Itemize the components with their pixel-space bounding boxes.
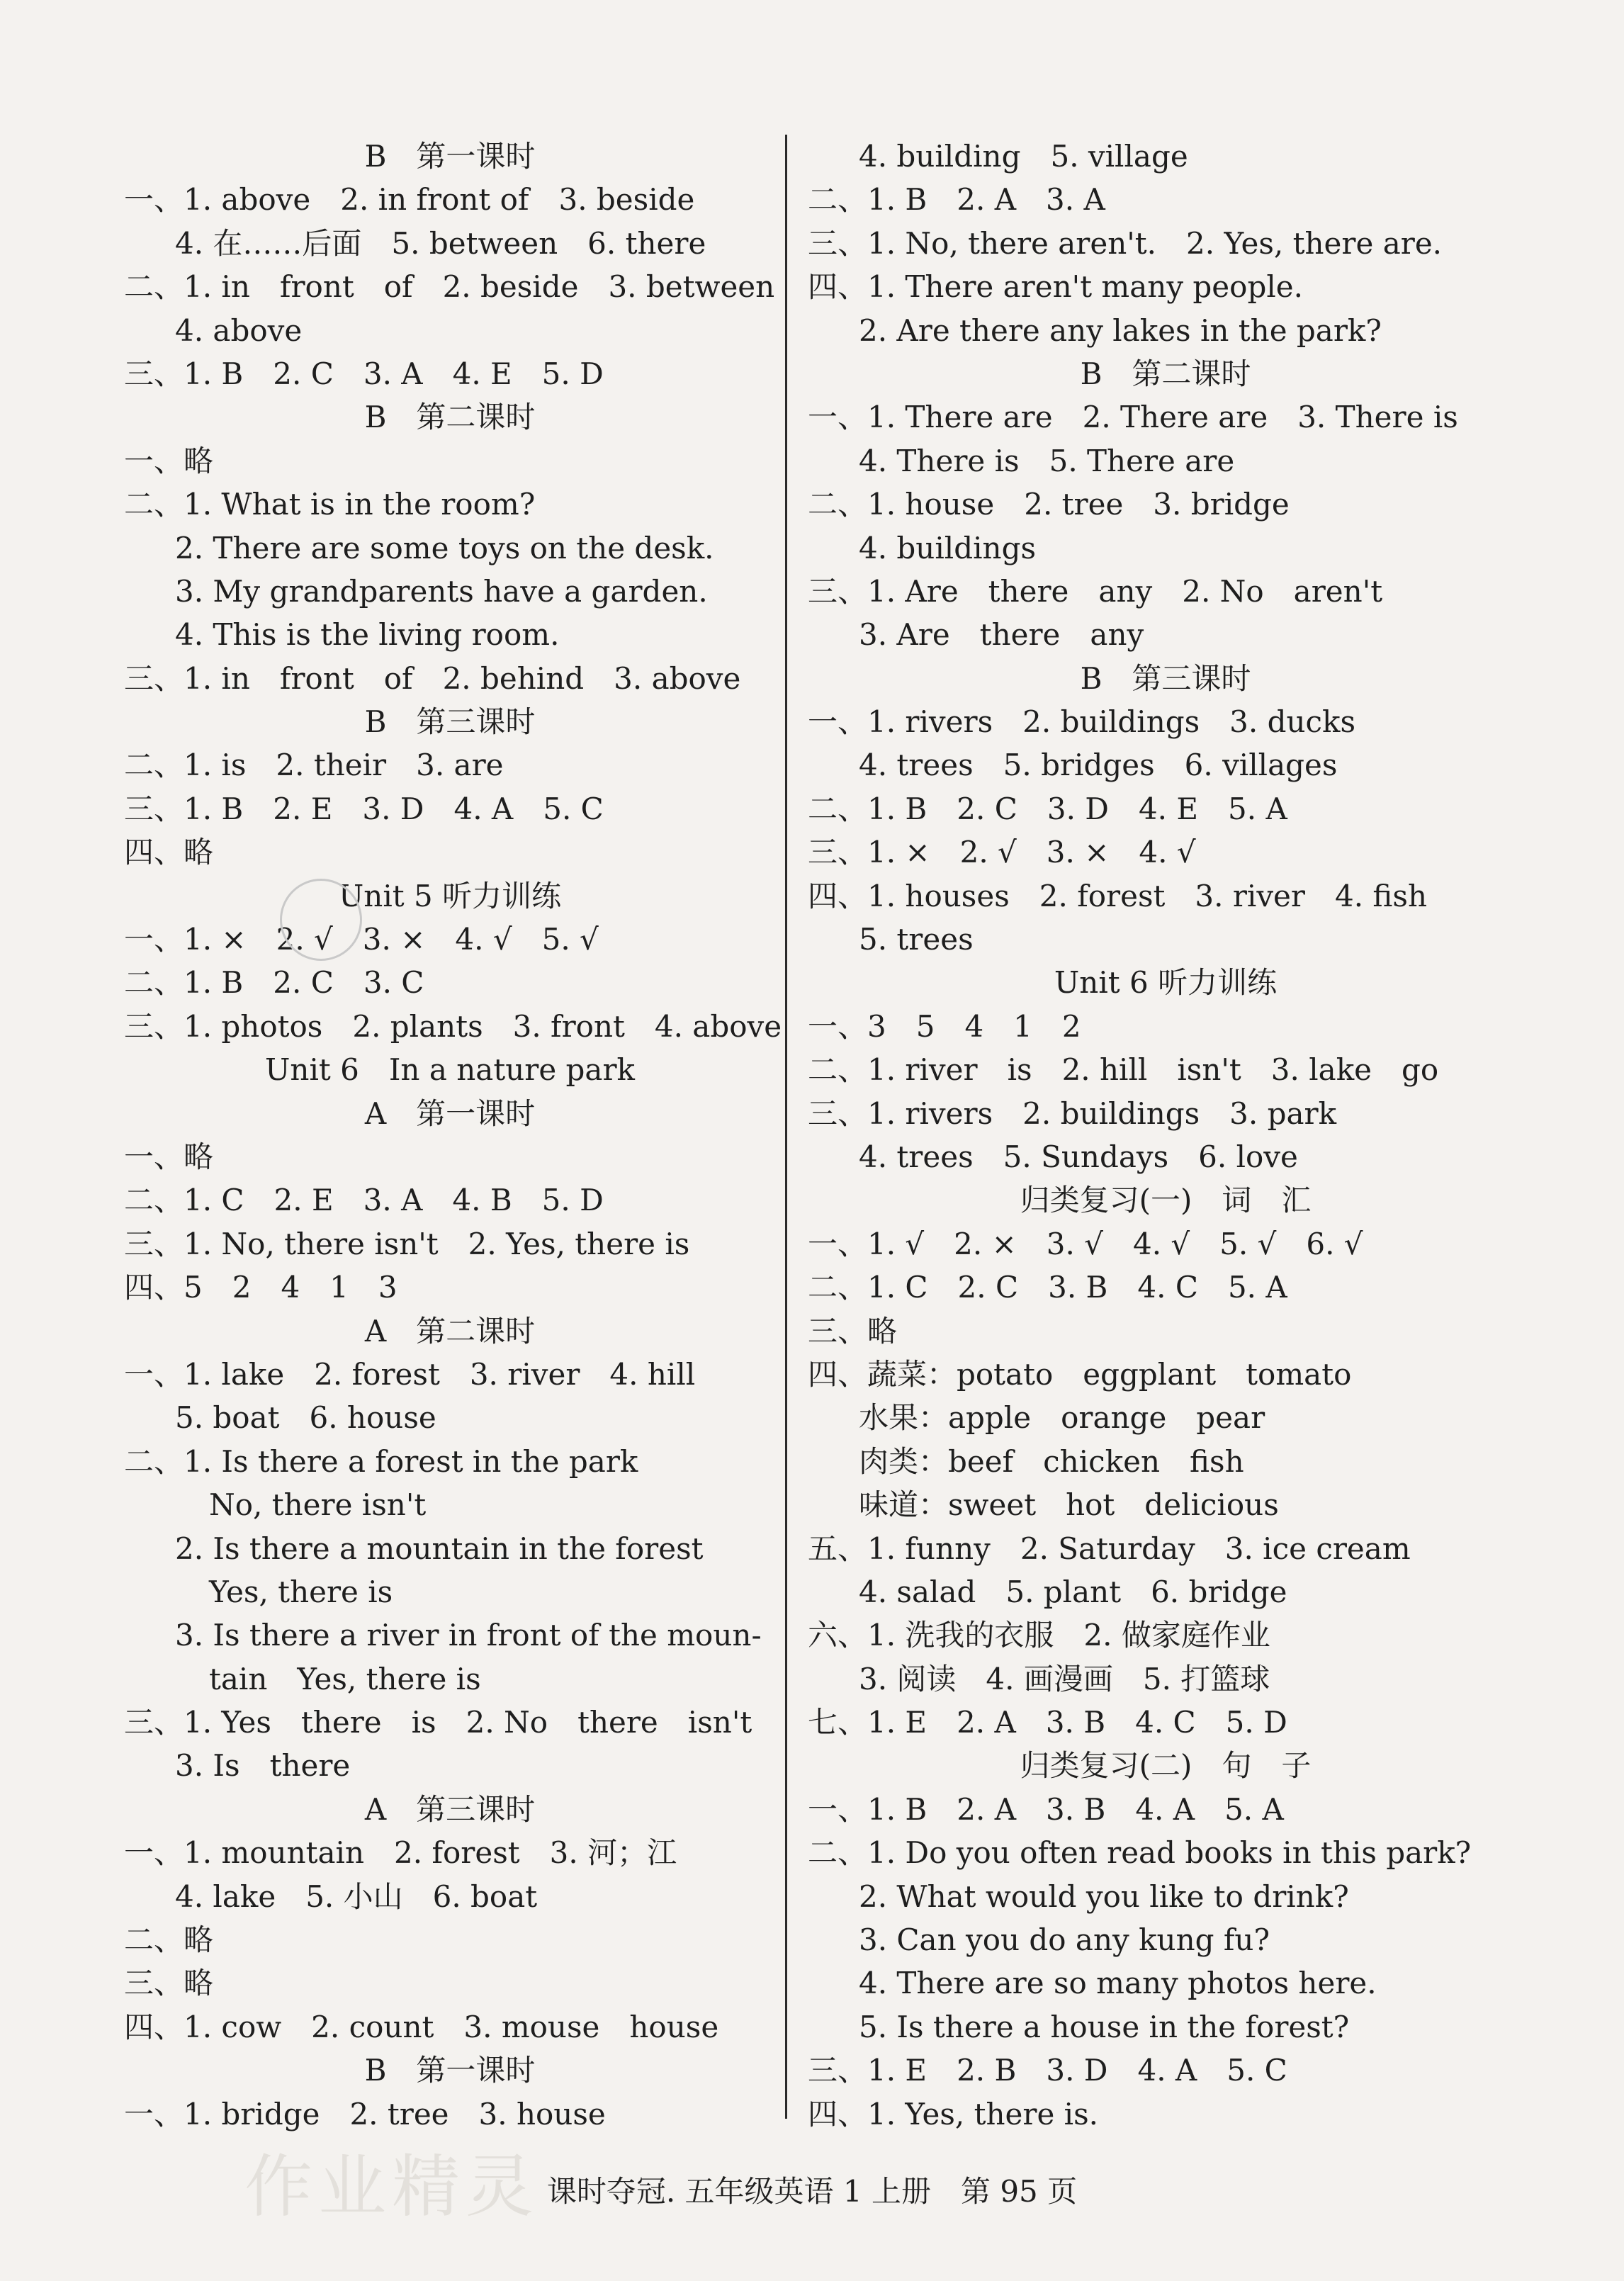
answer-line: 3. Can you do any kung fu? [859, 1922, 1270, 1958]
answer-line: 三、1. No, there isn't 2. Yes, there is [124, 1226, 690, 1261]
answer-line: 三、略 [808, 1313, 898, 1348]
answer-line: 二、1. river is 2. hill isn't 3. lake go [808, 1052, 1439, 1088]
answer-line: 一、略 [124, 1139, 214, 1174]
answer-line: 三、1. B 2. C 3. A 4. E 5. D [124, 356, 604, 391]
section-heading: 归类复习(二) 句 子 [1020, 1748, 1312, 1784]
answer-line: 一、1. above 2. in front of 3. beside [124, 182, 695, 218]
answer-line: 二、1. Is there a forest in the park [124, 1443, 638, 1479]
answer-line: 二、1. What is in the room? [124, 487, 536, 522]
section-heading: A 第二课时 [364, 1313, 536, 1348]
answer-line: 四、蔬菜：potato eggplant tomato [808, 1356, 1352, 1392]
section-heading: B 第三课时 [364, 704, 536, 740]
section-heading: Unit 5 听力训练 [338, 878, 562, 913]
section-heading: B 第二课时 [1080, 356, 1251, 391]
answer-line: 四、5 2 4 1 3 [124, 1270, 397, 1305]
section-heading: Unit 6 听力训练 [1054, 965, 1278, 1001]
answer-line: 三、1. No, there aren't. 2. Yes, there are. [808, 225, 1443, 261]
answer-line: 5. trees [859, 922, 974, 957]
answer-line: 六、1. 洗我的衣服 2. 做家庭作业 [808, 1618, 1270, 1653]
answer-line: 一、3 5 4 1 2 [808, 1008, 1081, 1044]
answer-line: 三、1. E 2. B 3. D 4. A 5. C [808, 2053, 1287, 2088]
answer-line: 四、1. houses 2. forest 3. river 4. fish [808, 878, 1428, 913]
answer-line: 三、1. B 2. E 3. D 4. A 5. C [124, 791, 604, 826]
section-heading: B 第三课时 [1080, 660, 1251, 696]
section-heading: 归类复习(一) 词 汇 [1020, 1183, 1312, 1218]
answer-line: 4. trees 5. Sundays 6. love [859, 1139, 1298, 1174]
answer-line: 3. Is there a river in front of the moun- [175, 1618, 762, 1653]
column-divider [785, 135, 787, 2119]
answer-line: 一、1. mountain 2. forest 3. 河；江 [124, 1835, 677, 1871]
answer-line: No, there isn't [209, 1487, 427, 1523]
answer-line: 四、1. There aren't many people. [808, 269, 1303, 305]
answer-line: 一、1. B 2. A 3. B 4. A 5. A [808, 1791, 1284, 1827]
right-column [808, 135, 1523, 2136]
answer-line: 2. There are some toys on the desk. [175, 530, 714, 565]
answer-line: 一、1. √ 2. × 3. √ 4. √ 5. √ 6. √ [808, 1226, 1363, 1261]
answer-line: 三、1. photos 2. plants 3. front 4. above [124, 1008, 782, 1044]
answer-line: 三、1. Are there any 2. No aren't [808, 573, 1383, 609]
answer-line: 味道：sweet hot delicious [859, 1487, 1279, 1523]
section-heading: B 第二课时 [364, 400, 536, 435]
answer-line: 4. There are so many photos here. [859, 1966, 1377, 2001]
answer-line: 2. Are there any lakes in the park? [859, 312, 1382, 348]
section-heading: B 第一课时 [364, 2053, 536, 2088]
answer-line: 4. above [175, 312, 303, 348]
answer-line: 三、1. rivers 2. buildings 3. park [808, 1096, 1337, 1131]
answer-line: 2. Is there a mountain in the forest [175, 1531, 704, 1566]
answer-line: 三、1. × 2. √ 3. × 4. √ [808, 835, 1196, 870]
answer-line: 4. salad 5. plant 6. bridge [859, 1574, 1287, 1609]
answer-line: 一、1. There are 2. There are 3. There is [808, 400, 1458, 435]
answer-line: 四、略 [124, 835, 214, 870]
answer-line: 4. There is 5. There are [859, 443, 1235, 478]
answer-line: 2. What would you like to drink? [859, 1879, 1349, 1914]
answer-line: 5. Is there a house in the forest? [859, 2009, 1350, 2044]
answer-line: 五、1. funny 2. Saturday 3. ice cream [808, 1531, 1411, 1566]
answer-line: 二、1. in front of 2. beside 3. between [124, 269, 775, 305]
answer-line: 二、1. C 2. E 3. A 4. B 5. D [124, 1183, 604, 1218]
answer-line: 三、略 [124, 1966, 214, 2001]
answer-line: 3. 阅读 4. 画漫画 5. 打篮球 [859, 1661, 1270, 1696]
answer-line: 4. 在……后面 5. between 6. there [175, 225, 706, 261]
section-heading: Unit 6 In a nature park [265, 1052, 635, 1088]
section-heading: A 第三课时 [364, 1791, 536, 1827]
answer-line: 七、1. E 2. A 3. B 4. C 5. D [808, 1705, 1287, 1740]
answer-line: 4. building 5. village [859, 139, 1188, 174]
answer-line: 二、1. B 2. C 3. C [124, 965, 424, 1001]
answer-line: 4. buildings [859, 530, 1037, 565]
answer-line: 3. Is there [175, 1748, 351, 1784]
answer-line: 3. My grandparents have a garden. [175, 573, 708, 609]
stamp-mark [280, 879, 362, 961]
answer-line: 三、1. Yes there is 2. No there isn't [124, 1705, 752, 1740]
answer-line: 一、1. lake 2. forest 3. river 4. hill [124, 1356, 696, 1392]
section-heading: A 第一课时 [364, 1096, 536, 1131]
answer-line: 二、1. is 2. their 3. are [124, 748, 504, 783]
left-column [124, 135, 782, 2136]
answer-line: 5. boat 6. house [175, 1400, 436, 1436]
answer-line: 一、1. bridge 2. tree 3. house [124, 2096, 606, 2131]
answer-line: 4. trees 5. bridges 6. villages [859, 748, 1338, 783]
answer-line: 4. lake 5. 小山 6. boat [175, 1879, 538, 1914]
answer-line: 一、1. rivers 2. buildings 3. ducks [808, 704, 1356, 740]
answer-line: tain Yes, there is [209, 1661, 481, 1696]
page-footer: 课时夺冠. 五年级英语 1 上册 第 95 页 [546, 2174, 1078, 2209]
answer-line: 二、1. Do you often read books in this park? [808, 1835, 1472, 1871]
answer-line: 肉类：beef chicken fish [859, 1443, 1244, 1479]
watermark: 作业精灵 [244, 2147, 539, 2226]
answer-line: 二、1. C 2. C 3. B 4. C 5. A [808, 1270, 1287, 1305]
answer-line: 一、1. × 2. √ 3. × 4. √ 5. √ [124, 922, 599, 957]
answer-line: 二、略 [124, 1922, 214, 1958]
answer-line: 水果：apple orange pear [859, 1400, 1265, 1436]
answer-line: 四、1. cow 2. count 3. mouse house [124, 2009, 719, 2044]
answer-line: 四、1. Yes, there is. [808, 2096, 1099, 2131]
answer-line: 三、1. in front of 2. behind 3. above [124, 660, 741, 696]
answer-line: 二、1. B 2. A 3. A [808, 182, 1105, 218]
section-heading: B 第一课时 [364, 139, 536, 174]
answer-line: 3. Are there any [859, 617, 1144, 653]
answer-line: Yes, there is [209, 1574, 393, 1609]
answer-line: 4. This is the living room. [175, 617, 560, 653]
answer-line: 一、略 [124, 443, 214, 478]
answer-line: 二、1. house 2. tree 3. bridge [808, 487, 1290, 522]
answer-line: 二、1. B 2. C 3. D 4. E 5. A [808, 791, 1287, 826]
